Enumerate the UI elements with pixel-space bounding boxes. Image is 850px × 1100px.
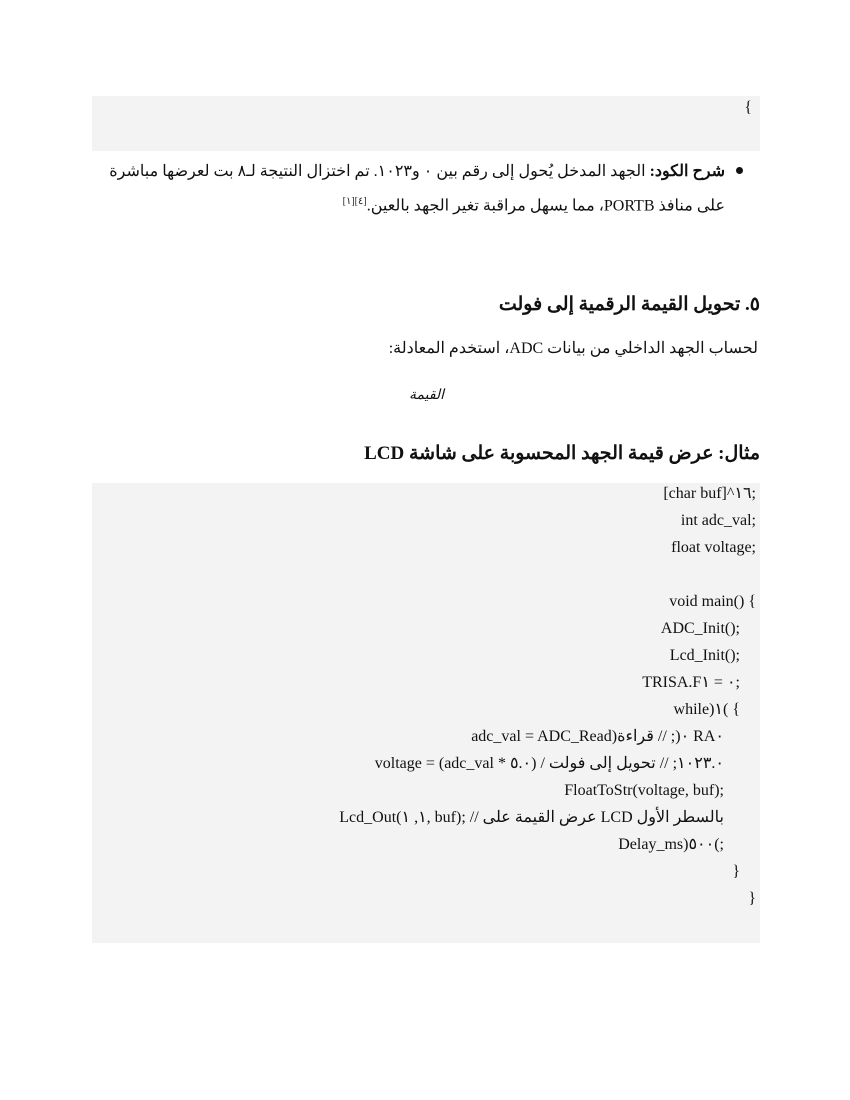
- code-block-top: [92, 96, 760, 151]
- code-line: Lcd_Init();: [669, 647, 740, 664]
- code-line: void main() {: [669, 593, 756, 610]
- code-line: voltage = (adc_val * ٥.٠) / ١٠٢٣.٠; // تحويل إلى فولت: [374, 755, 724, 772]
- section-intro: لحساب الجهد الداخلي من بيانات ADC، استخدم المعادلة:: [388, 340, 758, 357]
- explanation-text: الجهد المدخل يُحول إلى رقم بين ٠ و١٠٢٣. تم اختزال النتيجة لـ٨ بت لعرضها مباشرة على منافذ PORTB، مما يسهل مراقبة تغير الجهد بالعين.: [109, 163, 725, 215]
- code-line: FloatToStr(voltage, buf);: [564, 782, 724, 799]
- explanation-label: شرح الكود:: [649, 163, 725, 180]
- code-line: while)١( {: [673, 701, 740, 718]
- code-line: Lcd_Out(١, ١, buf); // عرض القيمة على LCD بالسطر الأول: [339, 809, 724, 826]
- code-line: }: [732, 863, 740, 880]
- code-block-main: [92, 483, 760, 943]
- code-line: {: [744, 99, 752, 116]
- section-heading: ٥. تحويل القيمة الرقمية إلى فولت: [498, 294, 760, 315]
- code-line: [char buf]^١٦;: [663, 485, 756, 502]
- code-line: Delay_ms)٥٠٠(;: [618, 836, 724, 853]
- code-line: int adc_val;: [680, 512, 756, 529]
- code-line: ADC_Init();: [660, 620, 740, 637]
- formula-text: القيمة: [409, 388, 445, 403]
- citation-links[interactable]: [٤][١]: [342, 196, 367, 207]
- example-heading: مثال: عرض قيمة الجهد المحسوبة على شاشة LCD: [364, 443, 760, 464]
- code-line: float voltage;: [671, 539, 756, 556]
- code-explanation: [100, 157, 725, 221]
- code-line: TRISA.F٠ = ١;: [642, 674, 740, 691]
- code-line: }: [748, 890, 756, 907]
- code-line: adc_val = ADC_Read)٠(; // قراءة RA٠: [471, 728, 724, 745]
- bullet-icon: [736, 167, 743, 174]
